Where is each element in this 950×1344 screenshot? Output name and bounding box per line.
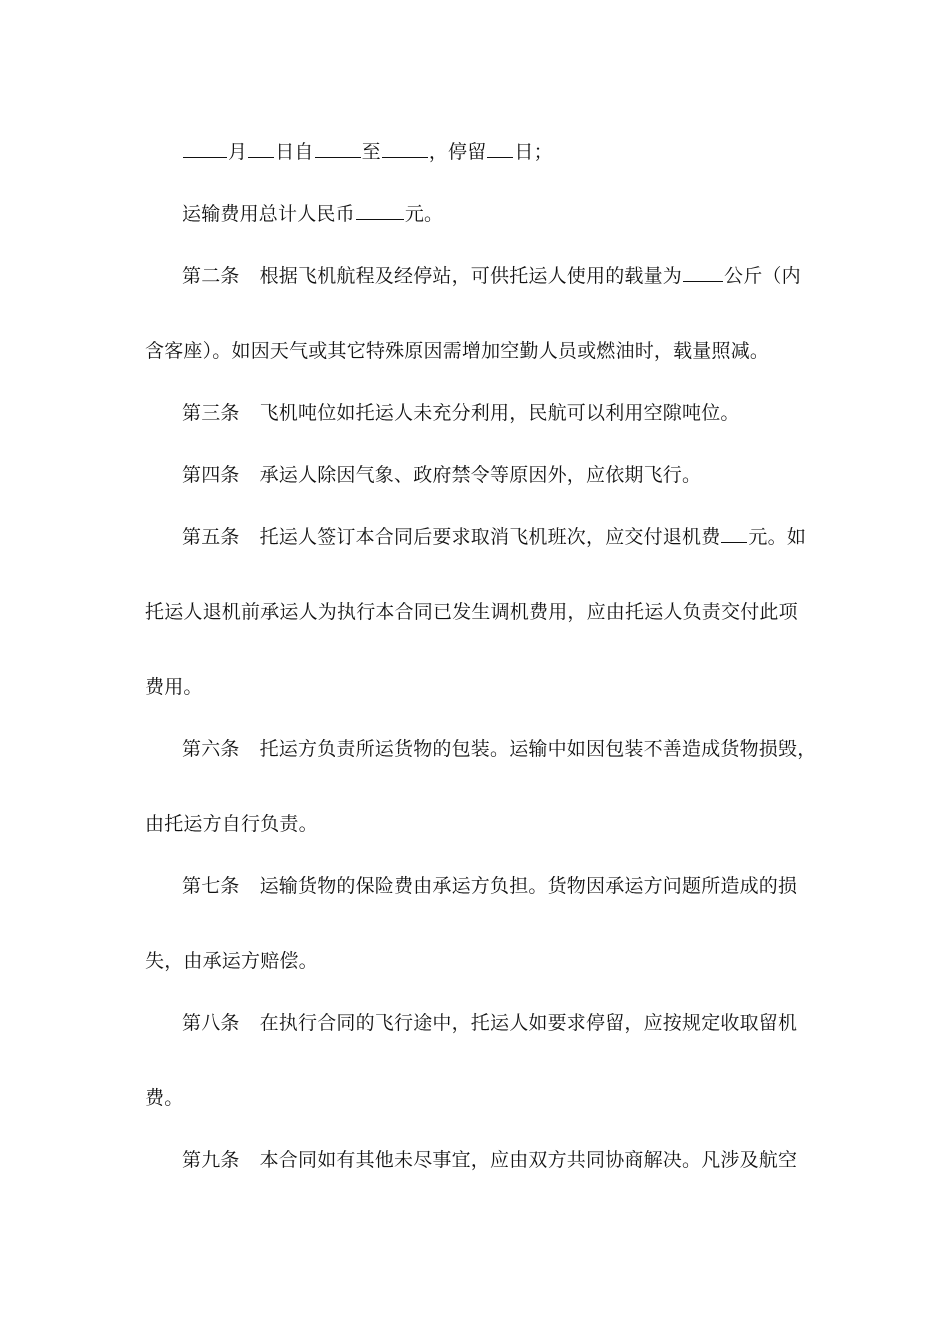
fee-total-end: 元。 xyxy=(404,203,444,225)
day-from-label: 日自 xyxy=(275,141,314,163)
fee-total-text: 运输费用总计人民币 xyxy=(182,203,355,225)
line-fee-total xyxy=(182,201,822,227)
article-6-label: 第六条 xyxy=(182,738,240,760)
article-7-text-a: 运输货物的保险费由承运方负担。货物因承运方问题所造成的损 xyxy=(259,875,798,897)
article-7-text-b: 失，由承运方赔偿。 xyxy=(145,950,318,972)
article-4-label: 第四条 xyxy=(182,464,240,486)
article-9-label: 第九条 xyxy=(182,1149,240,1171)
article-5-line-1 xyxy=(182,524,822,550)
article-5-line-3 xyxy=(145,674,825,700)
article-8-label: 第八条 xyxy=(182,1012,240,1034)
blank-month[interactable] xyxy=(183,139,227,158)
month-label: 月 xyxy=(228,141,248,163)
article-2-line-2 xyxy=(145,338,825,364)
article-4-text: 承运人除因气象、政府禁令等原因外，应依期飞行。 xyxy=(259,464,702,486)
article-6-line-2 xyxy=(145,811,825,837)
blank-destination[interactable] xyxy=(382,139,428,158)
article-7-line-2 xyxy=(145,948,825,974)
article-9-text-a: 本合同如有其他未尽事宜，应由双方共同协商解决。凡涉及航空 xyxy=(259,1149,798,1171)
article-5-text-b: 元。如 xyxy=(748,526,807,548)
article-5-label: 第五条 xyxy=(182,526,240,548)
article-4 xyxy=(182,462,822,488)
blank-cancel-fee[interactable] xyxy=(721,524,747,543)
article-5-text-a: 托运人签订本合同后要求取消飞机班次，应交付退机费 xyxy=(259,526,721,548)
article-2-label: 第二条 xyxy=(182,265,240,287)
article-5-text-d: 费用。 xyxy=(145,676,203,698)
blank-fee-amount[interactable] xyxy=(356,201,404,220)
article-6-line-1 xyxy=(182,736,822,762)
blank-day[interactable] xyxy=(248,139,274,158)
to-label: 至 xyxy=(361,141,381,163)
blank-stay-days[interactable] xyxy=(487,139,513,158)
article-5-line-2 xyxy=(145,599,825,625)
article-8-text-a: 在执行合同的飞行途中，托运人如要求停留，应按规定收取留机 xyxy=(259,1012,798,1034)
article-5-text-c: 托运人退机前承运人为执行本合同已发生调机费用，应由托运人负责交付此项 xyxy=(145,601,798,623)
article-7-label: 第七条 xyxy=(182,875,240,897)
article-8-line-2 xyxy=(145,1085,825,1111)
article-2-text-a: 根据飞机航程及经停站，可供托运人使用的载量为 xyxy=(259,265,683,287)
article-9-line-1 xyxy=(182,1147,822,1173)
article-3 xyxy=(182,400,822,426)
article-3-text: 飞机吨位如托运人未充分利用，民航可以利用空隙吨位。 xyxy=(259,402,740,424)
stay-label: ，停留 xyxy=(428,141,487,163)
article-2-text-c: 含客座）。如因天气或其它特殊原因需增加空勤人员或燃油时，载量照减。 xyxy=(145,340,770,362)
day-end-label: 日； xyxy=(514,141,553,163)
article-8-text-b: 费。 xyxy=(145,1087,184,1109)
article-3-label: 第三条 xyxy=(182,402,240,424)
article-2-line-1 xyxy=(182,263,822,289)
article-8-line-1 xyxy=(182,1010,822,1036)
blank-origin[interactable] xyxy=(315,139,361,158)
line-dates xyxy=(182,139,822,165)
article-2-text-b: 公斤（内 xyxy=(724,265,801,287)
blank-load-kg[interactable] xyxy=(683,263,723,282)
article-6-text-a: 托运方负责所运货物的包装。运输中如因包装不善造成货物损毁， xyxy=(259,738,817,760)
article-6-text-b: 由托运方自行负责。 xyxy=(145,813,318,835)
article-7-line-1 xyxy=(182,873,822,899)
